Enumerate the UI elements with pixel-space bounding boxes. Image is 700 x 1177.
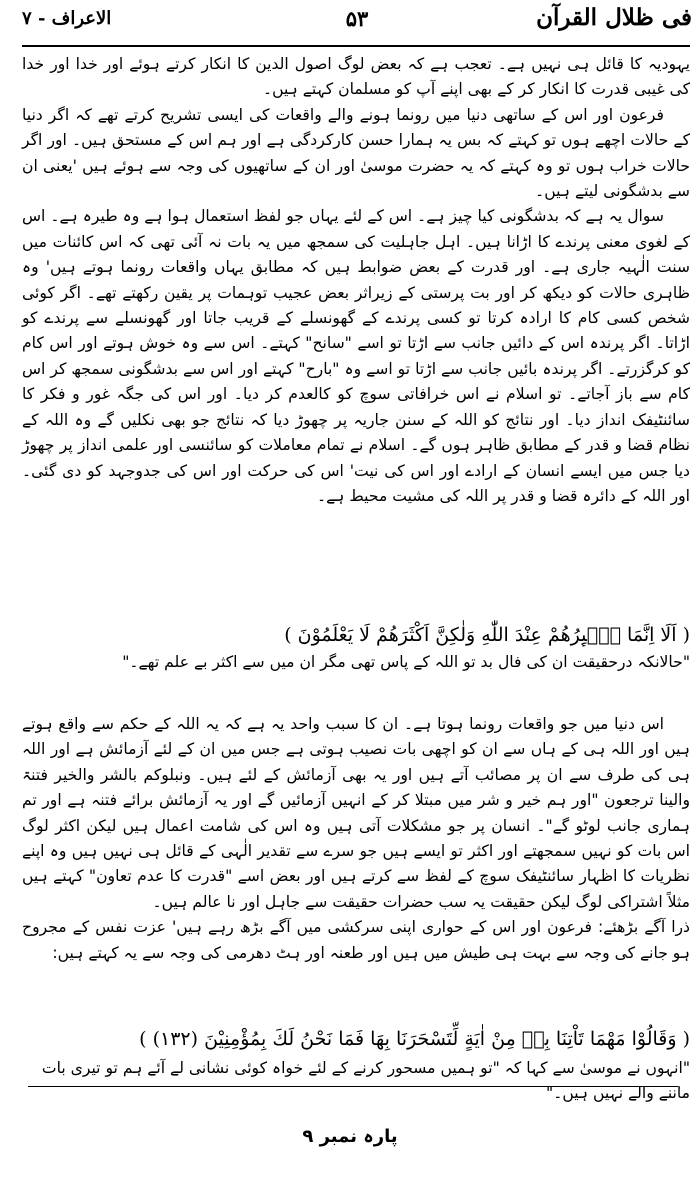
ayah-2-arabic: ( وَقَالُوْا مَهْمَا تَاْتِنَا بِهٖ مِنْ اٰيَةٍ لِّتَسْحَرَنَا بِهَا فَمَا نَحْنُ لَكَ بِمُؤْمِنِيْنَ (۱۳۲) ) xyxy=(139,1028,690,1050)
ayah-1-translation: "حالانکہ درحقیقت ان کی فال بد تو اللہ کے پاس تھی مگر ان میں سے اکثر بے علم تھے۔" xyxy=(122,653,690,671)
paragraph-3: سوال یہ ہے کہ بدشگونی کیا چیز ہے۔ اس کے لئے یہاں جو لفظ استعمال ہوا ہے وہ طیرہ ہے۔ اس کے لغوی معنی پرندے کا اڑانا ہیں۔ اہل جاہلیت کی سمجھ میں یہ بات نہ آئی تھی کہ اس کائنات میں سنت الٰہیہ جاری ہے۔ اور قدرت کے بعض ضوابط ہیں کہ مطابق یہاں واقعات رونما ہوتے ہیں' وہ ظاہری حالات کو دیکھ کر اور بت پرستی کے زیراثر بعض عجیب توہمات پر یقین رکھتے تھے۔ اگر کوئی شخص کسی کام کا ارادہ کرتا تو کسی پرندے کے گھونسلے کے قریب جاتا اور گھونسلے سے پرندے کو اڑاتا۔ اگر پرندہ اس کے دائیں جانب سے اڑتا تو اسے "سانح" کہتے۔ اس سے وہ خوش ہوتے اور اس کام کو کرگزرتے۔ اگر پرندہ بائیں جانب سے اڑتا تو اسے وہ "بارح" کہتے اور اس سے بدشگونی سمجھ کر اس کام سے باز آجاتے۔ تو اسلام نے اس خرافاتی سوچ کو کالعدم کر دیا۔ اور اس کی جگہ غور و فکر کا سائنٹیفک انداز دیا۔ اور نتائج کو اللہ کے سنن جاریہ پر چھوڑ دیا کہ نتائج جو بھی نکلیں گے وہ اللہ کے نظام قضا و قدر کے مطابق ظاہر ہوں گے۔ اسلام نے تمام معاملات کو سائنسی اور علمی انداز پر چھوڑ دیا جس میں ایسے انسان کے ارادے اور اس کی نیت' اس کی حرکت اور اس کی جدوجہد کو دی گئی۔ اور اللہ کے دائرہ قضا و قدر پر اللہ کی مشیت محیط ہے۔ xyxy=(22,207,690,505)
paragraph-2: فرعون اور اس کے ساتھی دنیا میں رونما ہونے والے واقعات کی ایسی تشریح کرتے تھے کہ اگر دنیا کے حالات اچھے ہوں تو کہتے کہ بس یہ ہمارا حسن کارکردگی ہے اور ہم اس کے مستحق ہیں۔ اور اگر حالات خراب ہوں تو وہ کہتے کہ یہ حضرت موسیٰ اور ان کے ساتھیوں کی وجہ سے ہوئے ہیں 'یعنی ان سے بدشگونی لیتے ہیں۔ xyxy=(22,105,690,201)
page-header xyxy=(22,4,692,44)
ayah-1 xyxy=(22,620,690,650)
surah-label: الاعراف - ۷ xyxy=(22,8,112,29)
paragraph-4: اس دنیا میں جو واقعات رونما ہوتا ہے۔ ان کا سبب واحد یہ ہے کہ یہ اللہ کے حکم سے واقع ہوتے ہیں اور اللہ ہی کے ہاں سے ان کو اچھی بات نصیب ہوتی ہے جس میں ان کے لئے آزمائش ہے اور اللہ ہی کی طرف سے ان پر مصائب آتے ہیں اور یہ بھی آزمائش کے لئے ہیں۔ ونبلوکم بالشر والخیر فتنۃ والینا ترجعون "اور ہم خیر و شر میں مبتلا کر کے انہیں آزمائیں گے اور یہ آزمائش برائے فتنہ ہے اور تم ہماری جانب لوٹو گے"۔ انسان پر جو مشکلات آتی ہیں وہ اس کی شامت اعمال ہیں لیکن اکثر لوگ اس بات کو نہیں سمجھتے اور اکثر تو ایسے ہیں جو سرے سے تقدیر الٰہی کے قائل ہی نہیں ہیں وہ اپنے نظریات کا اظہار سائنٹیفک سوچ کے لفظ سے کرتے ہیں اور بعض اسے "قدرت کا عدم تعاون" کہتے ہیں مثلاً اشتراکی لوگ لیکن حقیقت یہ سب حضرات حقیقت سے جاہل اور نا عالم ہیں۔ xyxy=(22,715,690,911)
para-label: پارہ نمبر ۹ xyxy=(302,1126,398,1147)
footer-rule xyxy=(28,1086,678,1087)
ayah-2-translation: "انہوں نے موسیٰ سے کہا کہ "تو ہمیں مسحور کرنے کے لئے خواہ کوئی نشانی لے آئے ہم تو تیری بات ماننے والے نہیں ہیں۔" xyxy=(41,1059,690,1102)
paragraph-5: ذرا آگے بڑھئے: فرعون اور اس کے حواری اپنی سرکشی میں آگے بڑھ رہے ہیں' عزت نفس کے مجروح ہو جانے کی وجہ سے بہت ہی طیش میں ہیں اور طعنہ اور ہٹ دھرمی کی وجہ سے یہ کہتے ہیں: xyxy=(22,918,690,962)
body-text-2 xyxy=(22,712,690,966)
header-rule xyxy=(22,45,690,47)
ayah-2 xyxy=(22,1024,690,1054)
paragraph-1: یہودیہ کا قائل ہی نہیں ہے۔ تعجب ہے کہ بعض لوگ اصول الدین کا انکار کرتے ہوئے اور خدا اور خدا کی غیبی قدرت کا انکار کر کے بھی اپنے آپ کو مسلمان کہتے ہیں۔ xyxy=(22,55,690,99)
body-text xyxy=(22,52,690,509)
book-title: فی ظلال القرآن xyxy=(536,4,692,31)
ayah-1-arabic: ( اَلَا اِنَّمَا طٰۗىِٕرُهُمْ عِنْدَ اللّٰهِ وَلٰكِنَّ اَكْثَرَهُمْ لَا يَعْلَمُوْنَ ) xyxy=(284,624,690,646)
page-number: ۵۳ xyxy=(345,6,369,31)
